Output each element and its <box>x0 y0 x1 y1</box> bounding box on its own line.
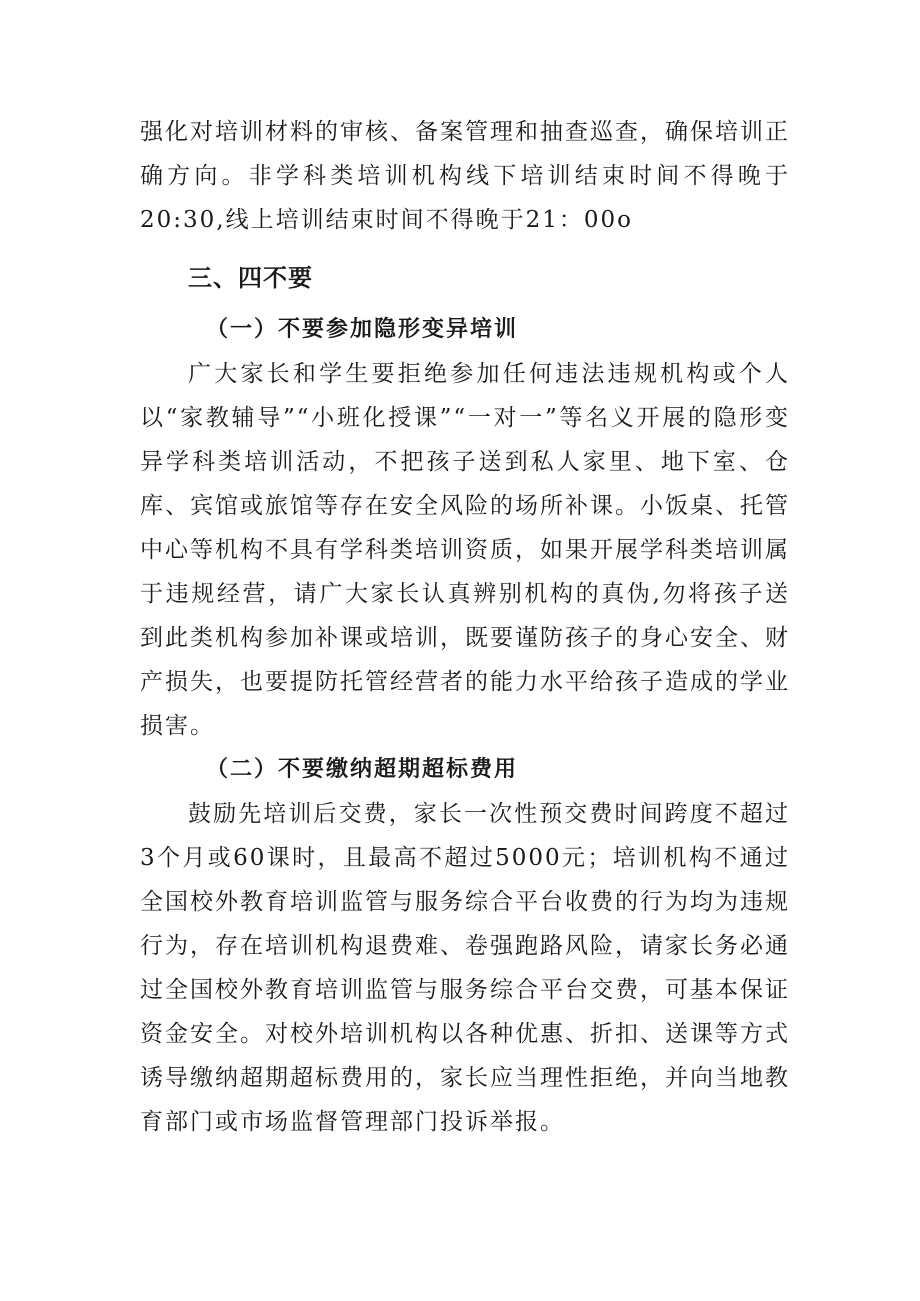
subsection-heading-1: （一）不要参加隐形变异培训 <box>206 316 519 342</box>
subsection-paragraph-1: 广大家长和学生要拒绝参加任何违法违规机构或个人以“家教辅导”“小班化授课”“一对一”等名义开展的隐形变异学科类培训活动，不把孩子送到私人家里、地下室、仓库、宾馆或旅馆等存在安全风险的场所补课。小饭桌、托管中心等机构不具有学科类培训资质，如果开展学科类培训属于违规经营，请广大家长认真辨别机构的真伪,勿将孩子送到此类机构参加补课或培训，既要谨防孩子的身心安全、财产损失，也要提防托管经营者的能力水平给孩子造成的学业损害。 <box>140 361 790 739</box>
subsection-paragraph-2: 鼓励先培训后交费，家长一次性预交费时间跨度不超过3个月或60课时，且最高不超过5000元；培训机构不通过全国校外教育培训监管与服务综合平台收费的行为均为违规行为，存在培训机构退费难、卷强跑路风险，请家长务必通过全国校外教育培训监管与服务综合平台交费，可基本保证资金安全。对校外培训机构以各种优惠、折扣、送课等方式诱导缴纳超期超标费用的，家长应当理性拒绝，并向当地教育部门或市场监督管理部门投诉举报。 <box>140 801 790 1135</box>
intro-paragraph: 强化对培训材料的审核、备案管理和抽查巡查，确保培训正确方向。非学科类培训机构线下培训结束时间不得晚于20:30,线上培训结束时间不得晚于21：00o <box>140 119 790 233</box>
intro-block <box>140 110 790 242</box>
subsection-heading-2: （二）不要缴纳超期超标费用 <box>206 756 519 782</box>
subsection-2-block <box>140 792 790 1144</box>
subsection-1-block <box>140 352 790 748</box>
section-heading: 三、四不要 <box>188 264 313 292</box>
